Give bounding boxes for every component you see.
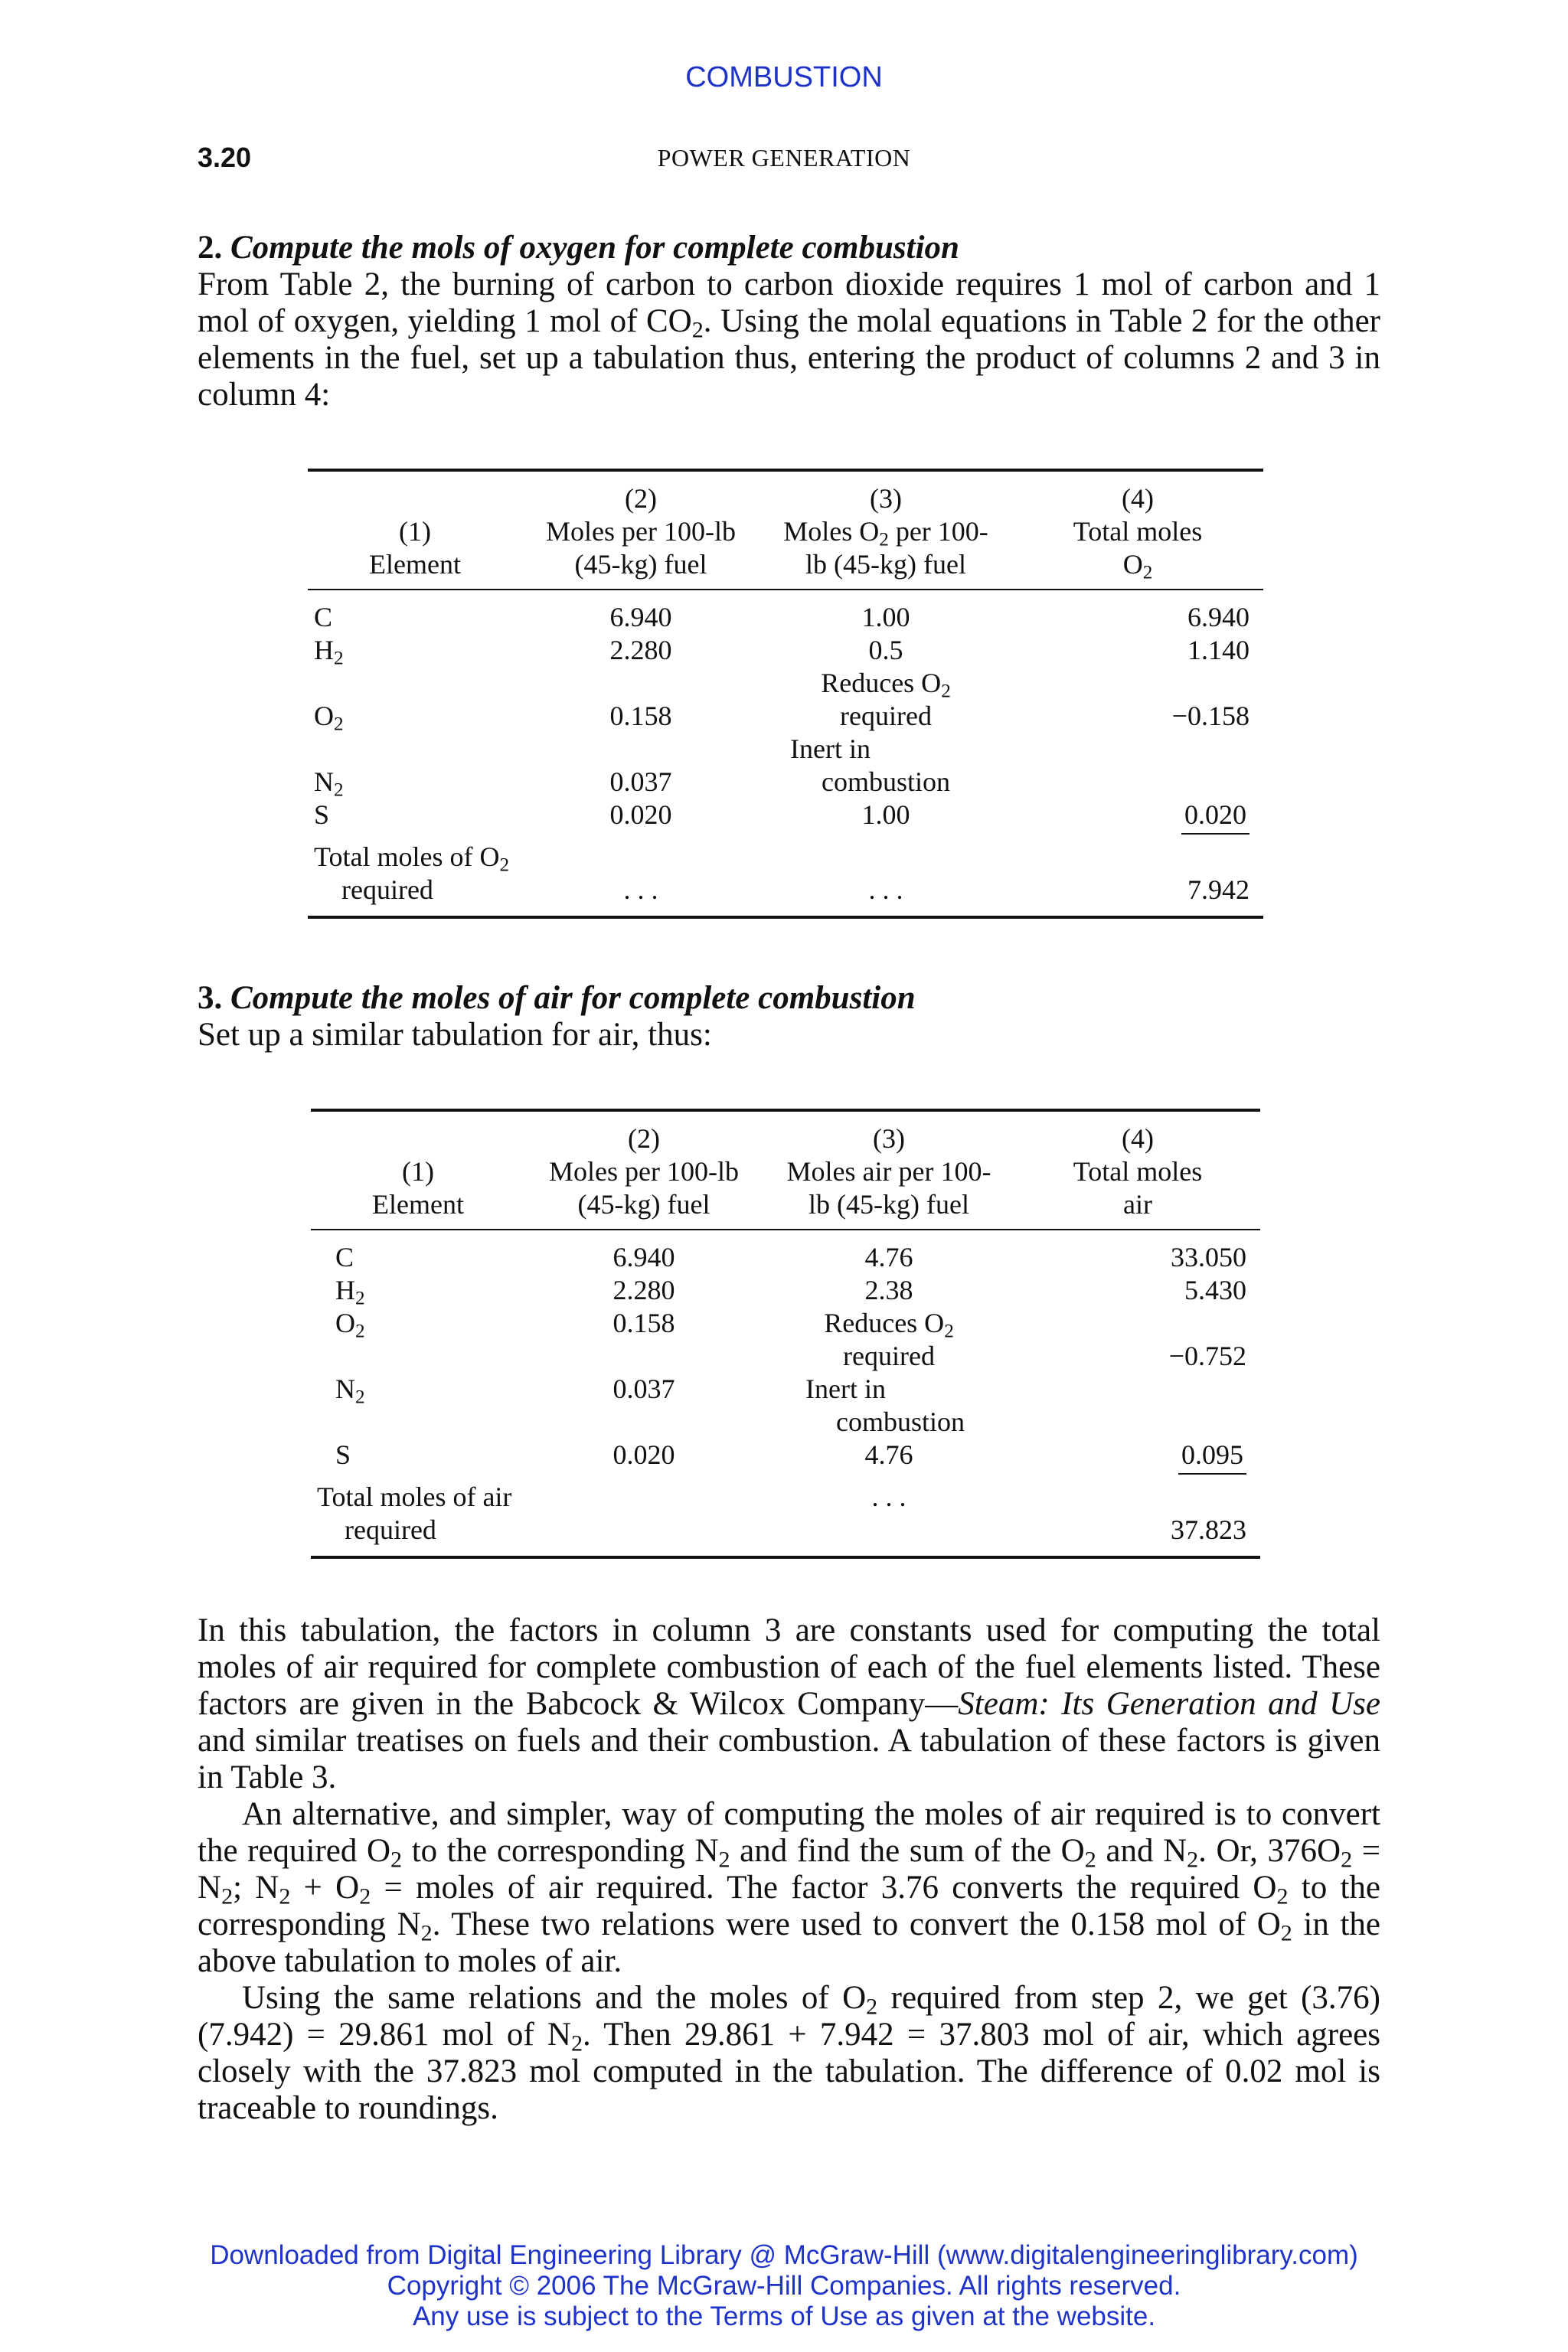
paragraph-tabulation-note: In this tabulation, the factors in column 3 are constants used for computing the total moles of air required for complete combustion of each of the fuel elements listed. These factors are given in the Babcock & Wilcox Company—Steam: Its Generation and Use and similar treatises on fuels and their combustion. A tabulation of these factors is given in Table 3. (198, 1612, 1380, 1795)
oxygen-table (308, 469, 1263, 919)
book-section-label: COMBUSTION (685, 61, 883, 93)
table-row: C 6.940 1.00 6.940 (314, 602, 1250, 632)
paragraph-alternative: An alternative, and simpler, way of computing the moles of air required is to convert the required $O_2$ to the corresponding $N_2$ and find the sum of the $O_2$ and $N_2$. Or, $376O_2 = N_2$; $N_2 + O_2$ = moles of air required. The factor 3.76 converts the required $O_2$ to the corresponding $N_2$. These two relations were used to convert the 0.158 mol of $O_2$ in the above tabulation to moles of air. (198, 1796, 1381, 1979)
footer-download-line[interactable]: Downloaded from Digital Engineering Library @ McGraw-Hill (www.digitalengineeringlibrary.com) (210, 2240, 1358, 2270)
table-row: C 6.940 4.76 33.050 (335, 1242, 1246, 1272)
section-2-heading (198, 230, 1380, 266)
table-header-row (308, 470, 1263, 590)
table-row: S 0.020 1.00 0.020 (308, 799, 1263, 835)
section-3-heading (198, 980, 1380, 1017)
section-3 (198, 980, 1380, 1054)
table-row: $N_2$ 0.037 Inert in combustion (314, 733, 950, 801)
col-header-element: (1) Element (369, 516, 461, 580)
table-row: $N_2$ 0.037 Inert in combustion (335, 1374, 965, 1437)
section-3-title: Compute the moles of air for complete combustion (230, 980, 916, 1016)
table-header-row (311, 1110, 1260, 1230)
table-total-row: Total moles of air required . . . 37.823 (311, 1475, 1260, 1557)
section-2-number: 2. (198, 230, 223, 266)
table-row: $H_2$ 2.280 2.38 5.430 (335, 1275, 1246, 1309)
table-row: S 0.020 4.76 0.095 (311, 1439, 1260, 1475)
section-2 (198, 230, 1380, 413)
download-footer (0, 2240, 1568, 2332)
subtotal-underline: 0.095 (1178, 1439, 1246, 1475)
footer-terms-line[interactable]: Any use is subject to the Terms of Use as given at the website. (412, 2301, 1156, 2331)
section-2-paragraph: From Table 2, the burning of carbon to carbon dioxide requires 1 mol of carbon and 1 mol of oxygen, yielding 1 mol of $CO_2$. Using the molal equations in Table 2 for the other elements in the fuel, set up a tabulation thus, entering the product of columns 2 and 3 in column 4: (198, 266, 1380, 413)
col-header-total: (4) Total moles air (1073, 1123, 1203, 1220)
subtotal-underline: 0.020 (1181, 799, 1250, 835)
footer-copyright-line: Copyright © 2006 The McGraw-Hill Companies. All rights reserved. (387, 2271, 1181, 2301)
page-number: 3.20 (198, 142, 252, 173)
table-row: $H_2$ 2.280 0.5 1.140 (314, 635, 1250, 669)
paragraph-check: Using the same relations and the moles of $O_2$ required from step 2, we get (3.76)(7.942) = 29.861 mol of $N_2$. Then 29.861 + 7.942 = 37.803 mol of air, which agrees closely with the 37.823 mol computed in the tabulation. The difference of 0.02 mol is traceable to roundings. (198, 1980, 1381, 2126)
table-row: $O_2$ 0.158 Reduces $O_2$ required −0.158 (314, 668, 1250, 735)
section-3-number: 3. (198, 980, 223, 1016)
col-header-element: (1) Element (372, 1156, 464, 1220)
col-header-moles: (2) Moles per 100-lb (45-kg) fuel (546, 483, 736, 580)
col-header-factor: (3) Moles $O_2$ per 100- lb (45-kg) fuel (783, 483, 988, 580)
section-3-paragraph: Set up a similar tabulation for air, thus: (198, 1017, 712, 1053)
air-table (311, 1109, 1260, 1559)
section-2-title: Compute the mols of oxygen for complete combustion (230, 230, 959, 266)
table-total-row: Total moles of $O_2$ required . . . . . . 7.942 (308, 835, 1263, 917)
col-header-total: (4) Total moles $O_2$ (1073, 483, 1203, 583)
running-title: POWER GENERATION (657, 144, 911, 172)
col-header-factor: (3) Moles air per 100- lb (45-kg) fuel (786, 1123, 991, 1220)
closing-text (198, 1612, 1380, 2127)
col-header-moles: (2) Moles per 100-lb (45-kg) fuel (549, 1123, 739, 1220)
table-row: $O_2$ 0.158 Reduces $O_2$ required −0.752 (335, 1308, 1246, 1371)
